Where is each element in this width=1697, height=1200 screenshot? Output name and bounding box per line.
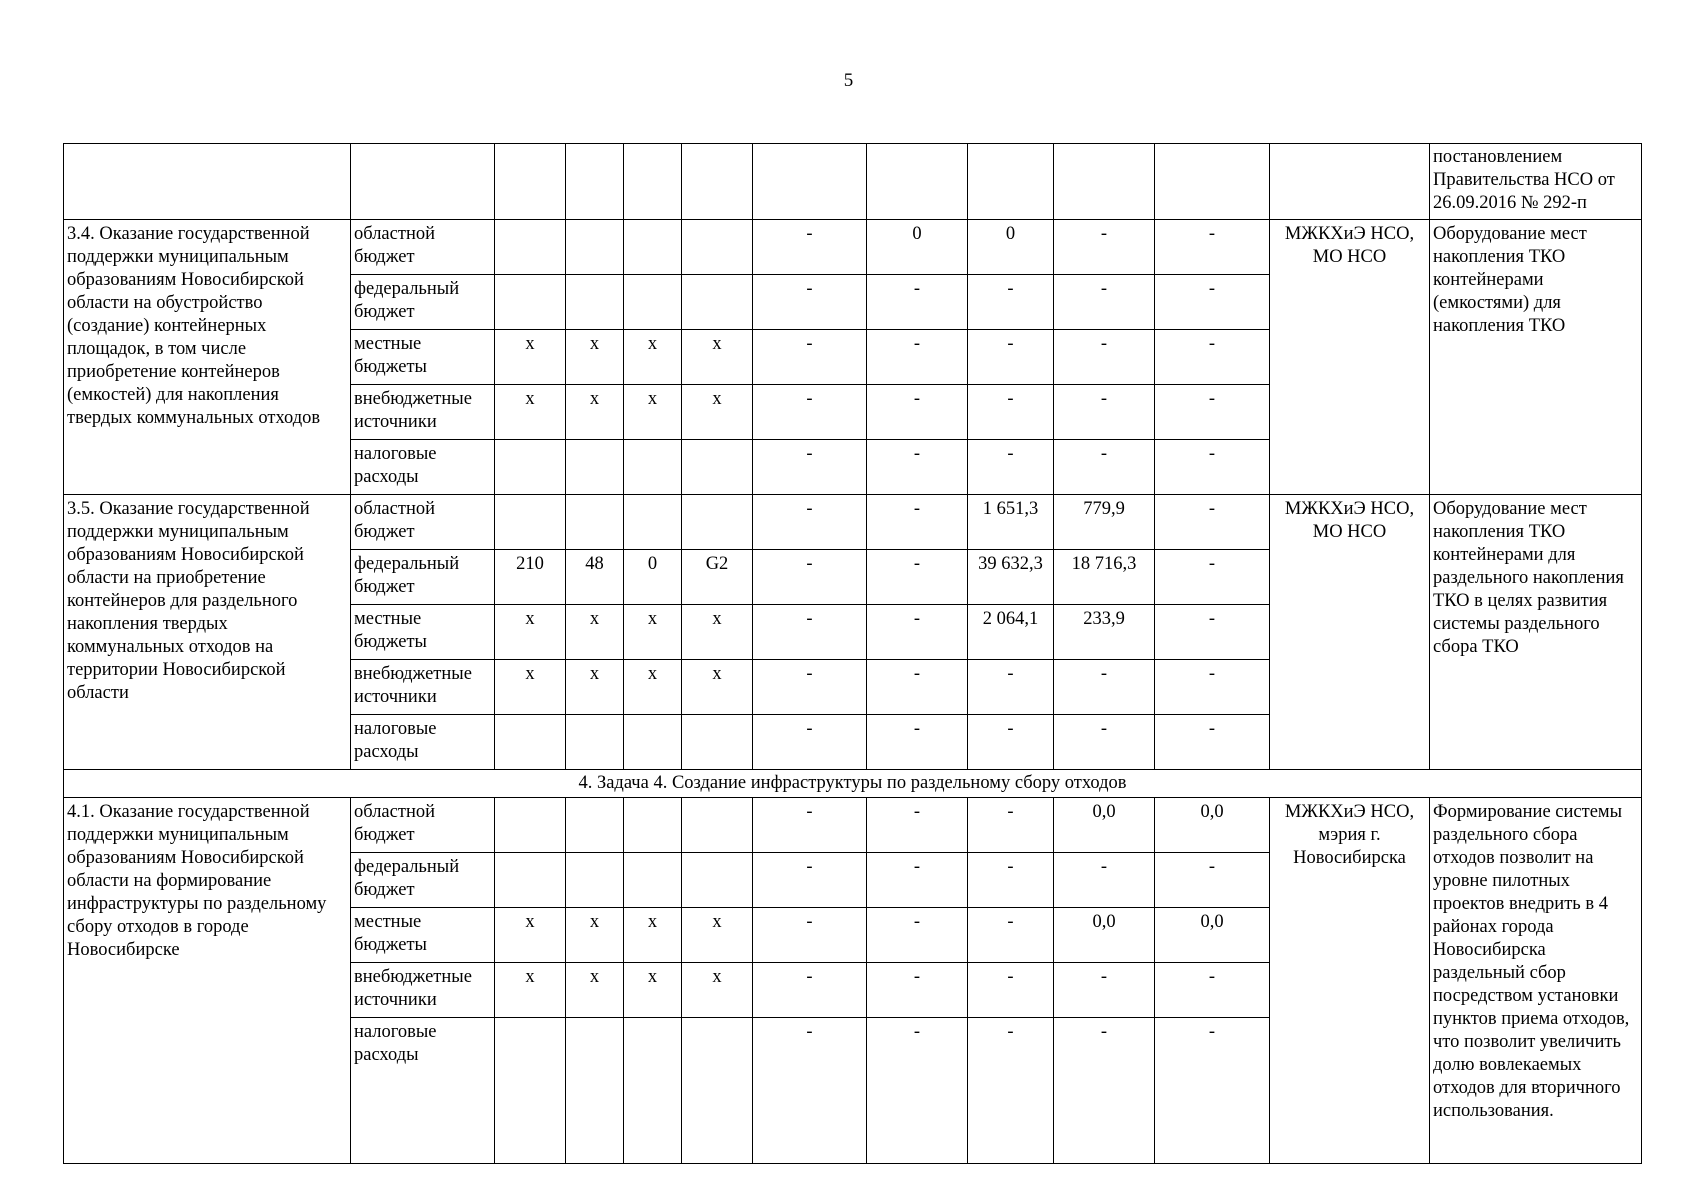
expected-result: Формирование системы раздельного сбора отходов позволит на уровне пилотных проектов внедрить в 4 районах города Новосибирска раздельный сбор посредством установки пунктов приема отходов, что позволит увеличить долю вовлекаемых отходов для вторичного использования. xyxy=(1430,798,1642,1164)
table-cell: - xyxy=(1155,1018,1270,1164)
table-cell: G2 xyxy=(682,550,753,605)
table-cell: x xyxy=(566,605,624,660)
table-cell: x xyxy=(624,908,682,963)
table-cell: - xyxy=(753,853,867,908)
table-cell: x xyxy=(566,330,624,385)
table-cell: - xyxy=(968,798,1054,853)
table-cell: - xyxy=(1054,1018,1155,1164)
task-header: 4. Задача 4. Создание инфраструктуры по раздельному сбору отходов xyxy=(64,770,1642,798)
table-cell xyxy=(624,853,682,908)
table-cell: x xyxy=(566,963,624,1018)
table-cell: x xyxy=(566,660,624,715)
table-cell: - xyxy=(968,715,1054,770)
table-cell: - xyxy=(753,1018,867,1164)
table-cell: - xyxy=(867,385,968,440)
table-cell: x xyxy=(624,385,682,440)
table-cell: - xyxy=(753,660,867,715)
table-cell xyxy=(495,1018,566,1164)
table-cell: - xyxy=(867,440,968,495)
table-cell: - xyxy=(1054,440,1155,495)
table-cell: 0,0 xyxy=(1155,798,1270,853)
measure-name: 3.5. Оказание государственной поддержки муниципальным образованиям Новосибирской области на приобретение контейнеров для раздельного накопления твердых коммунальных отходов на территории Новосибирской области xyxy=(64,495,351,770)
table-cell xyxy=(495,715,566,770)
table-cell: 0 xyxy=(867,220,968,275)
table-cell: - xyxy=(1054,715,1155,770)
funding-source: местные бюджеты xyxy=(351,330,495,385)
table-cell: - xyxy=(1155,963,1270,1018)
table-cell: - xyxy=(1155,605,1270,660)
funding-source: федеральный бюджет xyxy=(351,550,495,605)
table-cell: x xyxy=(495,660,566,715)
table-cell: - xyxy=(1054,275,1155,330)
table-cell xyxy=(566,495,624,550)
table-cell: - xyxy=(1155,853,1270,908)
table-cell xyxy=(682,715,753,770)
table-cell: - xyxy=(867,963,968,1018)
table-cell xyxy=(624,220,682,275)
table-cell: - xyxy=(1054,330,1155,385)
table-cell: 0 xyxy=(968,220,1054,275)
table-cell: 39 632,3 xyxy=(968,550,1054,605)
table-cell: - xyxy=(753,495,867,550)
page-number: 5 xyxy=(843,70,854,91)
table-cell: - xyxy=(1054,220,1155,275)
table-cell: x xyxy=(624,963,682,1018)
table-cell: - xyxy=(867,798,968,853)
table-cell: - xyxy=(1155,440,1270,495)
table-cell xyxy=(624,495,682,550)
table-cell: - xyxy=(867,275,968,330)
table-cell xyxy=(682,220,753,275)
funding-source: внебюджетные источники xyxy=(351,385,495,440)
table-row xyxy=(64,798,1642,853)
table-cell: - xyxy=(867,495,968,550)
table-cell xyxy=(682,275,753,330)
table-cell xyxy=(566,440,624,495)
table-cell: - xyxy=(867,853,968,908)
table-cell: - xyxy=(867,605,968,660)
table-cell: x xyxy=(495,330,566,385)
table-cell: - xyxy=(968,275,1054,330)
table-cell: - xyxy=(753,963,867,1018)
funding-source: областной бюджет xyxy=(351,220,495,275)
table-cell: - xyxy=(867,715,968,770)
table-cell xyxy=(566,798,624,853)
table-cell: - xyxy=(968,660,1054,715)
table-cell xyxy=(566,220,624,275)
table-cell: - xyxy=(1054,660,1155,715)
table-cell xyxy=(624,798,682,853)
table-cell: - xyxy=(753,440,867,495)
funding-source: местные бюджеты xyxy=(351,605,495,660)
funding-source: федеральный бюджет xyxy=(351,853,495,908)
table-cell: - xyxy=(1155,275,1270,330)
table-cell: 210 xyxy=(495,550,566,605)
table-cell xyxy=(495,798,566,853)
table-cell xyxy=(682,798,753,853)
table-row xyxy=(64,495,1642,550)
table-cell: 1 651,3 xyxy=(968,495,1054,550)
executor: МЖКХиЭ НСО, МО НСО xyxy=(1270,495,1430,770)
table-cell: x xyxy=(624,660,682,715)
expected-result: Оборудование мест накопления ТКО контейнерами (емкостями) для накопления ТКО xyxy=(1430,220,1642,495)
table-cell xyxy=(682,440,753,495)
table-body xyxy=(64,144,1642,1164)
table-cell: - xyxy=(1155,715,1270,770)
table-cell: - xyxy=(867,1018,968,1164)
program-table xyxy=(63,143,1642,1164)
table-cell: - xyxy=(867,330,968,385)
table-cell: - xyxy=(1155,220,1270,275)
table-cell: 2 064,1 xyxy=(968,605,1054,660)
measure-name: 4.1. Оказание государственной поддержки муниципальным образованиям Новосибирской области на формирование инфраструктуры по раздельному сбору отходов в городе Новосибирске xyxy=(64,798,351,1164)
table-cell: 48 xyxy=(566,550,624,605)
table-cell: x xyxy=(682,605,753,660)
task-header-row xyxy=(64,770,1642,798)
table-cell: - xyxy=(968,853,1054,908)
table-cell: - xyxy=(968,908,1054,963)
table-cell xyxy=(495,853,566,908)
table-cell: x xyxy=(495,385,566,440)
table-cell xyxy=(566,1018,624,1164)
table-cell: - xyxy=(753,330,867,385)
funding-source: налоговые расходы xyxy=(351,1018,495,1164)
continuation-result: постановлением Правительства НСО от 26.09.2016 № 292-п xyxy=(1430,144,1642,220)
table-cell: - xyxy=(753,220,867,275)
table-cell: - xyxy=(1155,385,1270,440)
table-cell: - xyxy=(968,1018,1054,1164)
table-cell xyxy=(624,1018,682,1164)
table-cell: 779,9 xyxy=(1054,495,1155,550)
funding-source: областной бюджет xyxy=(351,495,495,550)
table-cell: - xyxy=(753,275,867,330)
table-cell xyxy=(624,715,682,770)
table-cell: x xyxy=(624,605,682,660)
funding-source: налоговые расходы xyxy=(351,440,495,495)
table-cell: 0,0 xyxy=(1054,798,1155,853)
table-cell: x xyxy=(495,963,566,1018)
funding-source: внебюджетные источники xyxy=(351,963,495,1018)
table-cell: - xyxy=(753,908,867,963)
table-cell: - xyxy=(1155,495,1270,550)
table-cell xyxy=(495,220,566,275)
table-cell: - xyxy=(867,660,968,715)
table-cell xyxy=(566,275,624,330)
table-cell: - xyxy=(753,798,867,853)
table-cell: x xyxy=(682,908,753,963)
executor: МЖКХиЭ НСО, мэрия г. Новосибирска xyxy=(1270,798,1430,1164)
table-cell xyxy=(566,715,624,770)
table-cell: - xyxy=(1054,385,1155,440)
table-cell: x xyxy=(566,385,624,440)
table-cell: 18 716,3 xyxy=(1054,550,1155,605)
table-cell: - xyxy=(1155,550,1270,605)
executor: МЖКХиЭ НСО, МО НСО xyxy=(1270,220,1430,495)
table-cell xyxy=(495,440,566,495)
table-cell: x xyxy=(682,330,753,385)
table-cell: - xyxy=(968,963,1054,1018)
table-cell: - xyxy=(867,908,968,963)
table-row xyxy=(64,220,1642,275)
table-cell: x xyxy=(682,385,753,440)
table-cell: x xyxy=(624,330,682,385)
funding-source: налоговые расходы xyxy=(351,715,495,770)
table-cell xyxy=(624,275,682,330)
table-cell: x xyxy=(495,605,566,660)
table-cell: x xyxy=(682,963,753,1018)
table-cell: 0 xyxy=(624,550,682,605)
table-cell: 233,9 xyxy=(1054,605,1155,660)
table-cell: - xyxy=(968,440,1054,495)
funding-source: местные бюджеты xyxy=(351,908,495,963)
table-cell: - xyxy=(1054,963,1155,1018)
table-cell: - xyxy=(753,605,867,660)
table-cell xyxy=(682,1018,753,1164)
table-cell: - xyxy=(1155,660,1270,715)
table-cell: - xyxy=(968,385,1054,440)
table-cell xyxy=(682,495,753,550)
table-cell: 0,0 xyxy=(1155,908,1270,963)
measure-name: 3.4. Оказание государственной поддержки муниципальным образованиям Новосибирской области на обустройство (создание) контейнерных площадок, в том числе приобретение контейнеров (емкостей) для накопления твердых коммунальных отходов xyxy=(64,220,351,495)
table-cell: x xyxy=(495,908,566,963)
table-cell: - xyxy=(753,385,867,440)
table-cell: x xyxy=(566,908,624,963)
table-cell: - xyxy=(867,550,968,605)
continuation-row xyxy=(64,144,1642,220)
expected-result: Оборудование мест накопления ТКО контейнерами для раздельного накопления ТКО в целях развития системы раздельного сбора ТКО xyxy=(1430,495,1642,770)
table-cell xyxy=(495,275,566,330)
table-cell: - xyxy=(968,330,1054,385)
table-cell: - xyxy=(1155,330,1270,385)
table-cell xyxy=(566,853,624,908)
table-cell: - xyxy=(753,715,867,770)
table-cell: - xyxy=(1054,853,1155,908)
funding-source: внебюджетные источники xyxy=(351,660,495,715)
table-cell xyxy=(624,440,682,495)
table-cell xyxy=(495,495,566,550)
table-cell xyxy=(682,853,753,908)
table-cell: 0,0 xyxy=(1054,908,1155,963)
funding-source: областной бюджет xyxy=(351,798,495,853)
table-cell: x xyxy=(682,660,753,715)
funding-source: федеральный бюджет xyxy=(351,275,495,330)
table-cell: - xyxy=(753,550,867,605)
